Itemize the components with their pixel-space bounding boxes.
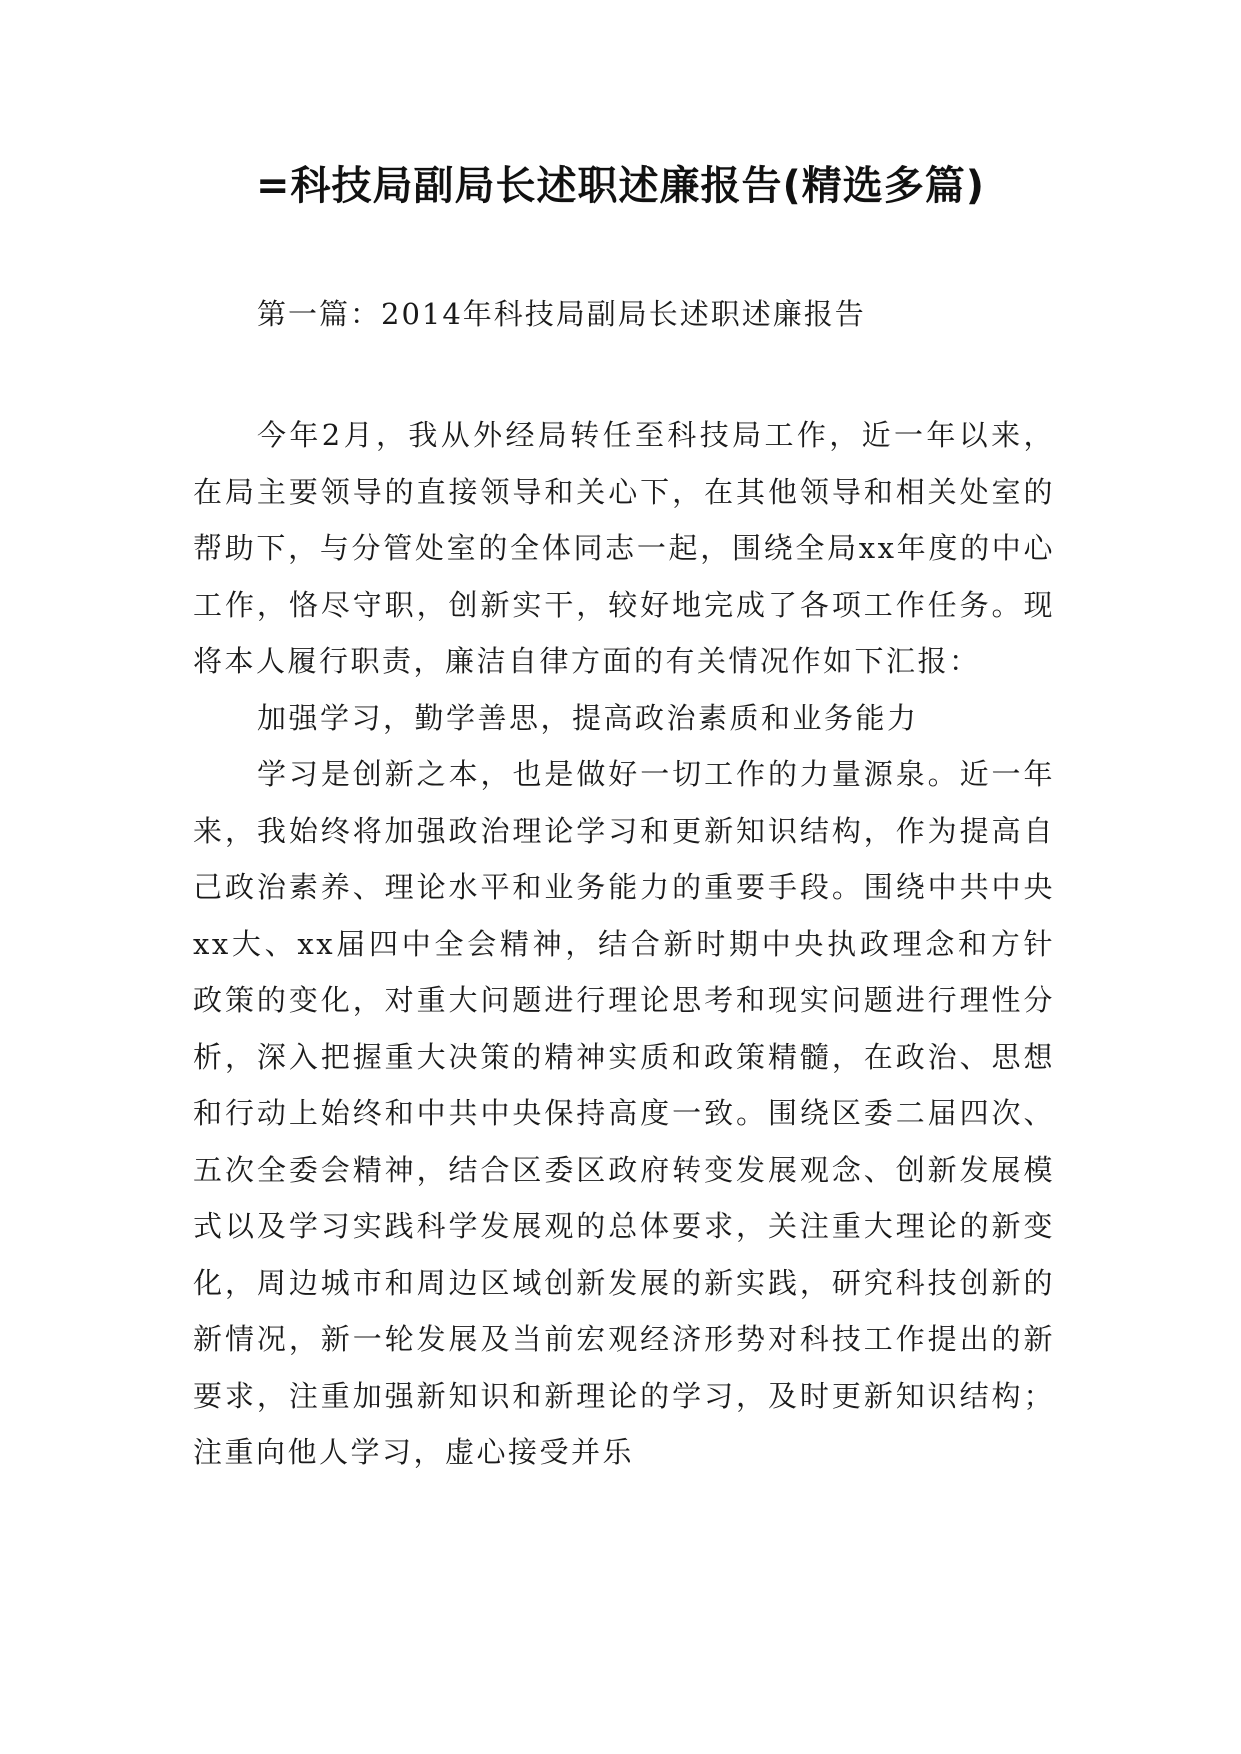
section-heading: 第一篇：2014年科技局副局长述职述廉报告 xyxy=(257,297,866,331)
paragraph-intro: 今年2月，我从外经局转任至科技局工作，近一年以来，在局主要领导的直接领导和关心下，在其他领导和相关处室的帮助下，与分管处室的全体同志一起，围绕全局xx年度的中心工作，恪尽守职，创新实干，较好地完成了各项工作任务。现将本人履行职责，廉洁自律方面的有关情况作如下汇报： xyxy=(193,418,1055,678)
body-text xyxy=(193,407,1055,1481)
paragraph-study: 学习是创新之本，也是做好一切工作的力量源泉。近一年来，我始终将加强政治理论学习和更新知识结构，作为提高自己政治素养、理论水平和业务能力的重要手段。围绕中共中央xx大、xx届四中全会精神，结合新时期中央执政理念和方针政策的变化，对重大问题进行理论思考和现实问题进行理性分析，深入把握重大决策的精神实质和政策精髓，在政治、思想和行动上始终和中共中央保持高度一致。围绕区委二届四次、五次全委会精神，结合区委区政府转变发展观念、创新发展模式以及学习实践科学发展观的总体要求，关注重大理论的新变化，周边城市和周边区域创新发展的新实践，研究科技创新的新情况，新一轮发展及当前宏观经济形势对科技工作提出的新要求，注重加强新知识和新理论的学习，及时更新知识结构；注重向他人学习，虚心接受并乐 xyxy=(193,757,1055,1469)
document-title: =科技局副局长述职述廉报告(精选多篇) xyxy=(255,163,986,209)
paragraph-heading-study: 加强学习，勤学善思，提高政治素质和业务能力 xyxy=(257,700,919,735)
